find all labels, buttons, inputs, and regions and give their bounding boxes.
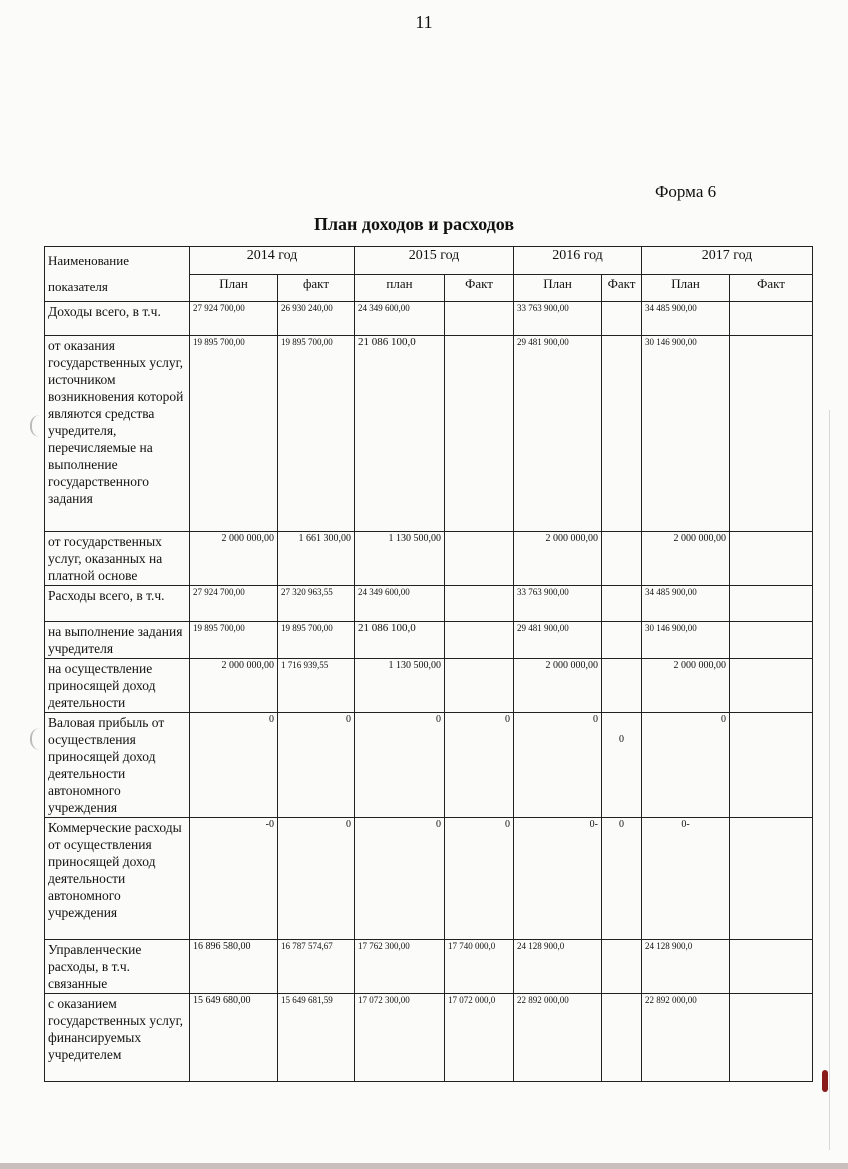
header-year-2015: 2015 год (355, 247, 514, 275)
cell-2016-plan: 22 892 000,00 (514, 994, 602, 1082)
cell-2016-fact (602, 532, 642, 586)
cell-2015-fact (445, 302, 514, 336)
table-row-expenses-assignment (45, 622, 813, 659)
cell-2015-plan: 24 349 600,00 (355, 586, 445, 622)
cell-2015-fact: 17 072 000,0 (445, 994, 514, 1082)
cell-2014-plan: -0 (190, 818, 278, 940)
cell-2017-plan: 30 146 900,00 (642, 622, 730, 659)
cell-2016-fact (602, 940, 642, 994)
row-label: от государственных услуг, оказанных на платной основе (45, 532, 190, 586)
header-name-line1: Наименование (48, 253, 129, 268)
scan-edge-line (829, 410, 830, 1150)
cell-2014-fact: 1 661 300,00 (278, 532, 355, 586)
cell-2015-plan: 21 086 100,0 (355, 336, 445, 532)
cell-2015-fact: 17 740 000,0 (445, 940, 514, 994)
cell-2017-fact (730, 818, 813, 940)
cell-2017-fact (730, 586, 813, 622)
header-year-2017: 2017 год (642, 247, 813, 275)
cell-2015-fact (445, 586, 514, 622)
cell-2017-fact (730, 940, 813, 994)
row-label: Расходы всего, в т.ч. (45, 586, 190, 622)
cell-2015-fact (445, 659, 514, 713)
header-sub-2015-fact: Факт (445, 274, 514, 302)
table-row-expenses-income-activity (45, 659, 813, 713)
header-name-line2: показателя (48, 279, 108, 294)
row-label: от оказания государственных услуг, источником возникновения которой являются средства учредителя, перечисляемые на выполнение государственного задания (45, 336, 190, 532)
cell-2016-fact (602, 336, 642, 532)
cell-2016-plan: 29 481 900,00 (514, 622, 602, 659)
row-label: на выполнение задания учредителя (45, 622, 190, 659)
cell-2014-fact: 0 (278, 713, 355, 818)
cell-2017-fact (730, 532, 813, 586)
header-sub-2015-plan: план (355, 274, 445, 302)
cell-2017-plan: 22 892 000,00 (642, 994, 730, 1082)
cell-2014-fact: 1 716 939,55 (278, 659, 355, 713)
cell-2014-plan: 2 000 000,00 (190, 532, 278, 586)
cell-2014-plan: 19 895 700,00 (190, 622, 278, 659)
cell-2016-plan: 33 763 900,00 (514, 586, 602, 622)
cell-2016-plan: 2 000 000,00 (514, 532, 602, 586)
row-label: на осуществление приносящей доход деятельности (45, 659, 190, 713)
cell-2014-plan: 2 000 000,00 (190, 659, 278, 713)
cell-2014-fact: 15 649 681,59 (278, 994, 355, 1082)
cell-2016-fact (602, 302, 642, 336)
cell-2017-plan: 0 (642, 713, 730, 818)
cell-2017-plan: 34 485 900,00 (642, 302, 730, 336)
cell-2014-fact: 19 895 700,00 (278, 622, 355, 659)
cell-2014-plan: 27 924 700,00 (190, 586, 278, 622)
scan-punch-mark-upper (30, 415, 42, 437)
cell-2015-plan: 0 (355, 713, 445, 818)
table-row-income-total (45, 302, 813, 336)
cell-2017-fact (730, 336, 813, 532)
header-indicator-name (45, 247, 190, 302)
header-sub-2017-plan: План (642, 274, 730, 302)
cell-2017-plan: 30 146 900,00 (642, 336, 730, 532)
cell-2015-fact: 0 (445, 713, 514, 818)
page-number: 11 (415, 12, 433, 32)
cell-2017-plan: 0- (642, 818, 730, 940)
header-sub-2016-plan: План (514, 274, 602, 302)
cell-2016-plan: 0- (514, 818, 602, 940)
table-row-state-services (45, 994, 813, 1082)
cell-2015-plan: 17 072 300,00 (355, 994, 445, 1082)
cell-2017-plan: 2 000 000,00 (642, 532, 730, 586)
cell-2016-plan: 29 481 900,00 (514, 336, 602, 532)
cell-2015-plan: 1 130 500,00 (355, 659, 445, 713)
cell-2016-fact (602, 659, 642, 713)
cell-2017-fact (730, 713, 813, 818)
table-row-gross-profit (45, 713, 813, 818)
cell-2014-fact: 27 320 963,55 (278, 586, 355, 622)
cell-2015-plan: 1 130 500,00 (355, 532, 445, 586)
header-sub-2014-fact: факт (278, 274, 355, 302)
header-row-years (45, 247, 813, 275)
cell-2017-fact (730, 302, 813, 336)
header-sub-2014-plan: План (190, 274, 278, 302)
form-label: Форма 6 (655, 182, 717, 201)
cell-2015-fact: 0 (445, 818, 514, 940)
cell-2014-plan: 16 896 580,00 (190, 940, 278, 994)
document-title: План доходов и расходов (313, 214, 515, 234)
cell-2017-plan: 2 000 000,00 (642, 659, 730, 713)
cell-2017-fact (730, 659, 813, 713)
header-sub-2016-fact: Факт (602, 274, 642, 302)
cell-2017-fact (730, 622, 813, 659)
row-label: Доходы всего, в т.ч. (45, 302, 190, 336)
cell-2014-fact: 0 (278, 818, 355, 940)
cell-2014-fact: 19 895 700,00 (278, 336, 355, 532)
row-label: Коммерческие расходы от осуществления приносящей доход деятельности автономного учреждения (45, 818, 190, 940)
cell-2014-fact: 26 930 240,00 (278, 302, 355, 336)
cell-2016-plan: 24 128 900,0 (514, 940, 602, 994)
cell-2015-plan: 24 349 600,00 (355, 302, 445, 336)
header-year-2014: 2014 год (190, 247, 355, 275)
cell-2014-plan: 19 895 700,00 (190, 336, 278, 532)
row-label: с оказанием государственных услуг, финансируемых учредителем (45, 994, 190, 1082)
header-year-2016: 2016 год (514, 247, 642, 275)
cell-2016-fact (602, 586, 642, 622)
cell-2014-plan: 15 649 680,00 (190, 994, 278, 1082)
cell-2017-fact (730, 994, 813, 1082)
cell-2016-plan: 2 000 000,00 (514, 659, 602, 713)
cell-2016-fact-wrap (602, 713, 642, 818)
cell-2017-plan: 24 128 900,0 (642, 940, 730, 994)
cell-2016-plan: 33 763 900,00 (514, 302, 602, 336)
cell-2015-fact (445, 622, 514, 659)
cell-2015-plan: 21 086 100,0 (355, 622, 445, 659)
cell-2016-plan: 0 (514, 713, 602, 818)
cell-2016-fact: 0 (619, 734, 624, 745)
scan-bottom-edge (0, 1163, 848, 1169)
row-label: Валовая прибыль от осуществления приносящей доход деятельности автономного учреждения (45, 713, 190, 818)
cell-2016-fact (602, 622, 642, 659)
cell-2014-plan: 0 (190, 713, 278, 818)
cell-2014-plan: 27 924 700,00 (190, 302, 278, 336)
cell-2017-plan: 34 485 900,00 (642, 586, 730, 622)
income-expense-table (44, 246, 813, 1082)
scan-punch-mark-lower (30, 728, 42, 750)
table-row-income-paid-services (45, 532, 813, 586)
cell-2016-fact: 0 (602, 818, 642, 940)
row-label: Управленческие расходы, в т.ч. связанные (45, 940, 190, 994)
cell-2015-plan: 17 762 300,00 (355, 940, 445, 994)
cell-2015-plan: 0 (355, 818, 445, 940)
cell-2016-fact (602, 994, 642, 1082)
table-row-expenses-total (45, 586, 813, 622)
header-sub-2017-fact: Факт (730, 274, 813, 302)
cell-2015-fact (445, 532, 514, 586)
scan-ink-mark (822, 1070, 828, 1092)
cell-2015-fact (445, 336, 514, 532)
table-row-income-state-assignment (45, 336, 813, 532)
cell-2014-fact: 16 787 574,67 (278, 940, 355, 994)
table-row-commercial-expenses (45, 818, 813, 940)
table-row-management-expenses (45, 940, 813, 994)
